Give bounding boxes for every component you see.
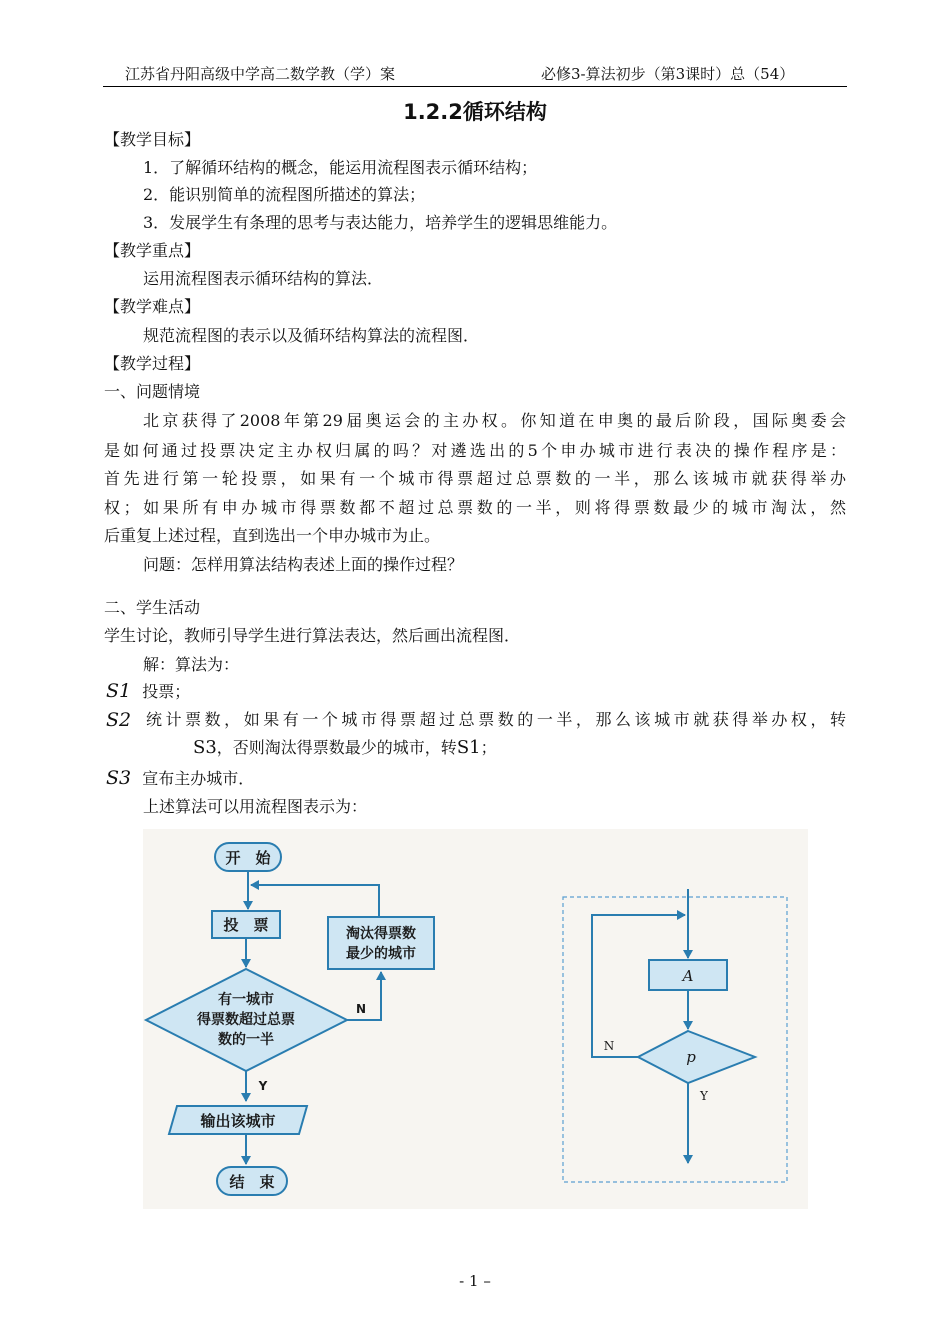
page-number: - 1 – [459, 1272, 491, 1290]
step-label: S2 [106, 709, 132, 731]
decision-label-1: 有一城市 [218, 992, 274, 1008]
step-1 [106, 680, 190, 703]
goal-item: 3．发展学生有条理的思考与表达能力，培养学生的逻辑思维能力。 [143, 213, 618, 232]
step-2 [106, 709, 846, 732]
step-ref: S3 [193, 737, 217, 758]
vote-label: 投 票 [223, 916, 269, 934]
yes-label: Y [258, 1079, 268, 1093]
process-heading: 【教学过程】 [104, 354, 201, 373]
part1-line: 北京获得了2008年第29届奥运会的主办权。你知道在申奥的最后阶段，国际奥委会 [143, 411, 846, 430]
flowchart-svg [143, 829, 808, 1209]
header-left: 江苏省丹阳高级中学高二数学教（学）案 [125, 65, 396, 83]
step-label: S1 [106, 680, 132, 702]
part1-heading: 一、问题情境 [104, 382, 201, 401]
decision-label-3: 数的一半 [218, 1032, 274, 1048]
no-label: N [355, 1002, 367, 1016]
part2-heading: 二、学生活动 [104, 598, 201, 617]
key-text: 运用流程图表示循环结构的算法． [143, 269, 384, 288]
end-label: 结 束 [229, 1173, 275, 1191]
page-header [103, 62, 847, 87]
no-label-right: N [603, 1039, 615, 1053]
process-a-label: A [682, 967, 694, 985]
key-heading: 【教学重点】 [104, 241, 201, 260]
decision-label-2: 得票数超过总票 [197, 1012, 295, 1028]
yes-label-right: Y [700, 1089, 708, 1103]
output-label: 输出该城市 [200, 1112, 276, 1130]
step-text: 投票； [142, 682, 191, 701]
flowchart-figure [143, 829, 808, 1209]
eliminate-label-1: 淘汰得票数 [346, 926, 416, 942]
part1-line: 权；如果所有申办城市得票数都不超过总票数的一半，则将得票数最少的城市淘汰，然 [104, 498, 846, 517]
condition-label: p [686, 1048, 696, 1066]
step-2-continuation [193, 737, 497, 759]
flow-intro: 上述算法可以用流程图表示为： [143, 797, 368, 816]
difficult-heading: 【教学难点】 [104, 297, 201, 316]
goal-item: 1．了解循环结构的概念，能运用流程图表示循环结构； [143, 158, 538, 177]
part1-line: 首先进行第一轮投票，如果有一个城市得票超过总票数的一半，那么该城市就获得举办 [104, 469, 846, 488]
step-text: 宣布主办城市． [142, 769, 255, 788]
step-3 [106, 767, 254, 790]
step-text: ； [480, 738, 497, 757]
part1-line: 是如何通过投票决定主办权归属的吗？对遴选出的5个申办城市进行表决的操作程序是： [104, 441, 846, 460]
difficult-text: 规范流程图的表示以及循环结构算法的流程图． [143, 326, 480, 345]
goals-heading: 【教学目标】 [104, 130, 201, 149]
goal-item: 2．能识别简单的流程图所描述的算法； [143, 185, 426, 204]
eliminate-label-2: 最少的城市 [346, 946, 416, 962]
header-right: 必修3-算法初步（第3课时）总（54） [541, 65, 795, 83]
part2-intro: 学生讨论，教师引导学生进行算法表达，然后画出流程图． [104, 626, 521, 645]
solution-label: 解：算法为： [143, 655, 240, 674]
step-text: ，否则淘汰得票数最少的城市，转 [216, 738, 457, 757]
page-title: 1.2.2循环结构 [403, 100, 547, 124]
part1-question: 问题：怎样用算法结构表述上面的操作过程？ [143, 555, 464, 574]
part1-line: 后重复上述过程，直到选出一个申办城市为止。 [104, 526, 441, 545]
step-ref: S1 [456, 737, 481, 758]
step-label: S3 [106, 767, 132, 789]
step-text: 统计票数，如果有一个城市得票超过总票数的一半，那么该城市就获得举办权，转 [146, 710, 846, 729]
start-label: 开 始 [225, 849, 271, 867]
